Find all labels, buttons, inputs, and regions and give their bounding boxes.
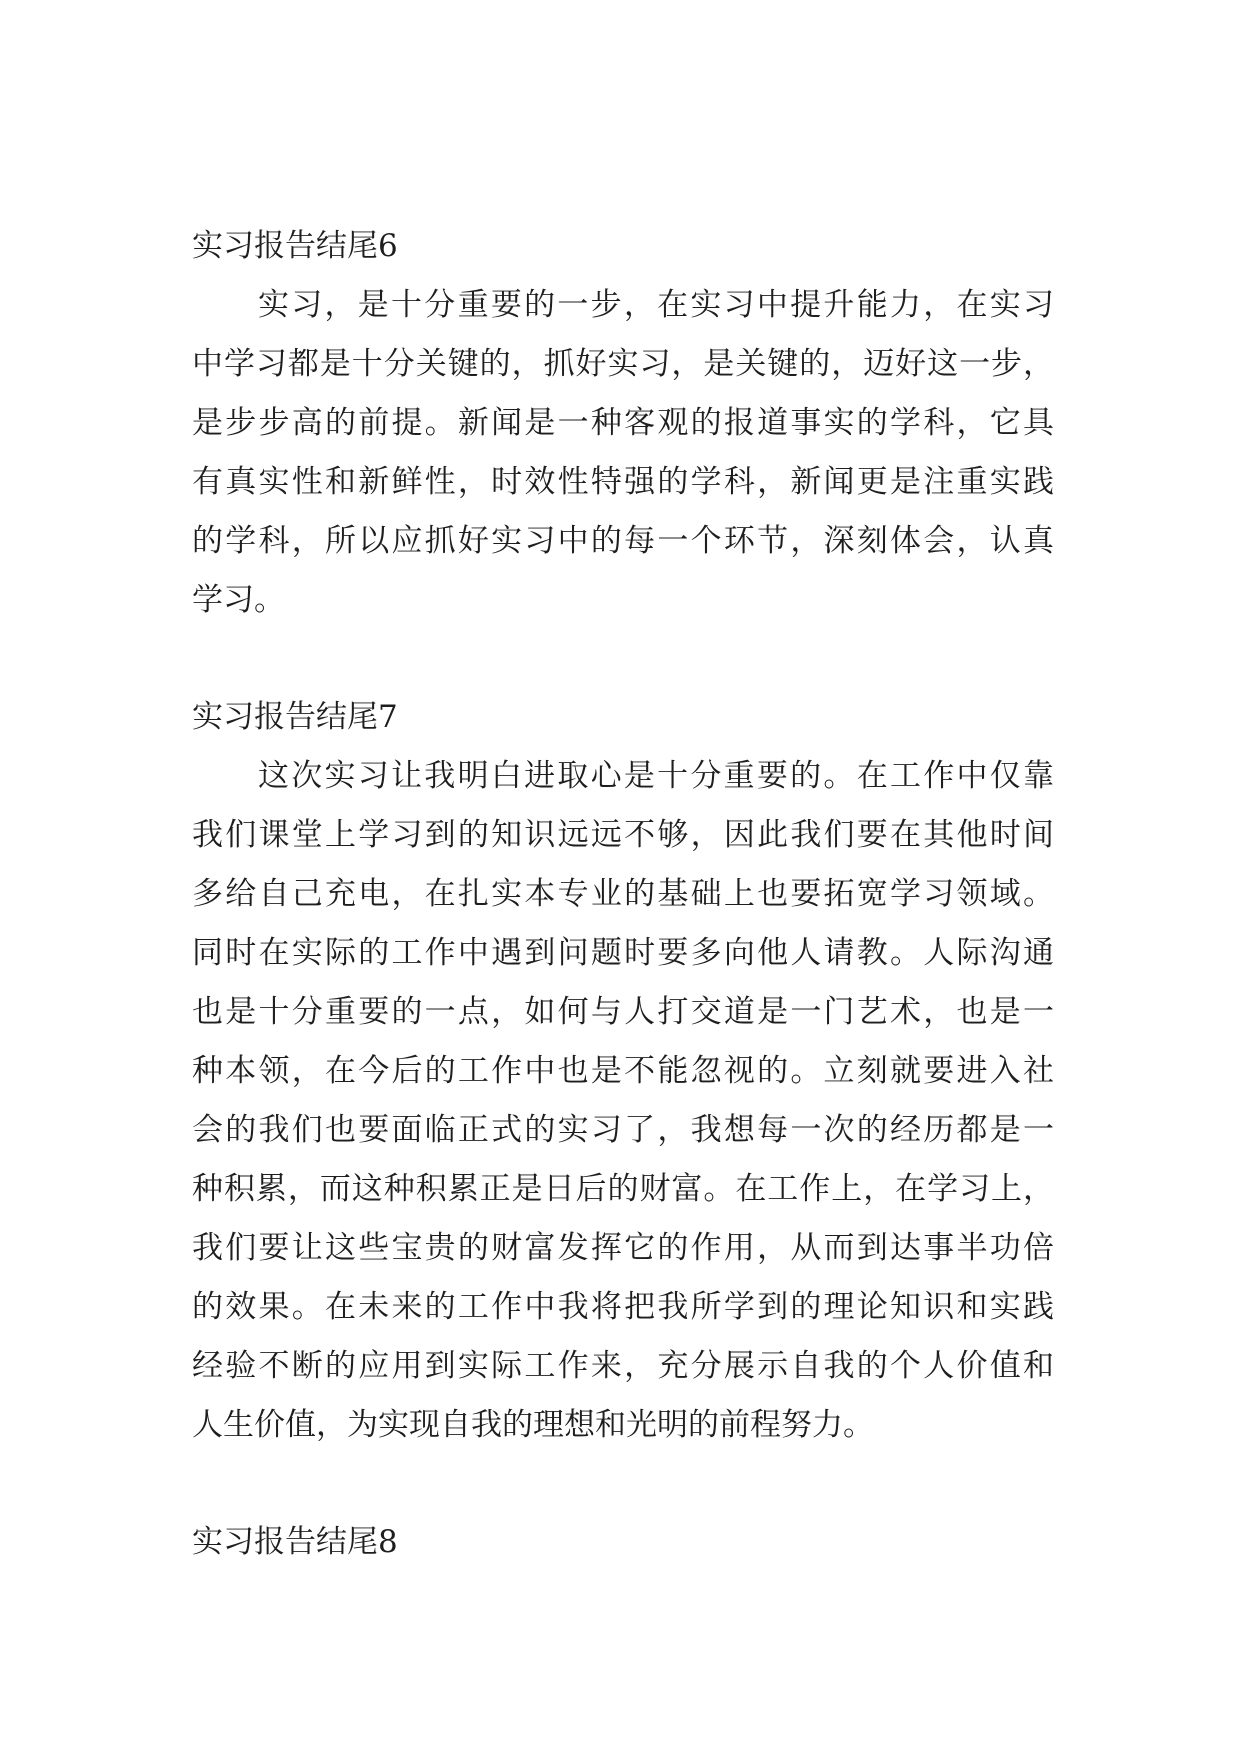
paragraph-line: 有真实性和新鲜性，时效性特强的学科，新闻更是注重实践 <box>192 464 1054 500</box>
paragraph-line: 人生价值，为实现自我的理想和光明的前程努力。 <box>192 1407 874 1443</box>
paragraph-line: 我们要让这些宝贵的财富发挥它的作用，从而到达事半功倍 <box>192 1230 1054 1266</box>
paragraph-line: 同时在实际的工作中遇到问题时要多向他人请教。人际沟通 <box>192 935 1054 971</box>
paragraph-line: 是步步高的前提。新闻是一种客观的报道事实的学科，它具 <box>192 405 1054 441</box>
paragraph-line: 的效果。在未来的工作中我将把我所学到的理论知识和实践 <box>192 1289 1054 1325</box>
paragraph-line: 会的我们也要面临正式的实习了，我想每一次的经历都是一 <box>192 1112 1054 1148</box>
paragraph-line: 这次实习让我明白进取心是十分重要的。在工作中仅靠 <box>258 758 1054 794</box>
paragraph-line: 种积累，而这种积累正是日后的财富。在工作上，在学习上， <box>192 1171 1054 1207</box>
section-heading: 实习报告结尾6 <box>192 228 398 264</box>
paragraph-line: 学习。 <box>192 582 285 618</box>
paragraph-line: 种本领，在今后的工作中也是不能忽视的。立刻就要进入社 <box>192 1053 1054 1089</box>
paragraph-line: 我们课堂上学习到的知识远远不够，因此我们要在其他时间 <box>192 817 1054 853</box>
section-heading: 实习报告结尾7 <box>192 699 398 735</box>
paragraph-line: 中学习都是十分关键的，抓好实习，是关键的，迈好这一步， <box>192 346 1054 382</box>
paragraph-line: 也是十分重要的一点，如何与人打交道是一门艺术，也是一 <box>192 994 1054 1030</box>
paragraph-line: 实习，是十分重要的一步，在实习中提升能力，在实习 <box>258 287 1054 323</box>
paragraph-line: 的学科，所以应抓好实习中的每一个环节，深刻体会，认真 <box>192 523 1054 559</box>
section-heading: 实习报告结尾8 <box>192 1524 398 1560</box>
paragraph-line: 经验不断的应用到实际工作来，充分展示自我的个人价值和 <box>192 1348 1054 1384</box>
paragraph-line: 多给自己充电，在扎实本专业的基础上也要拓宽学习领域。 <box>192 876 1054 912</box>
